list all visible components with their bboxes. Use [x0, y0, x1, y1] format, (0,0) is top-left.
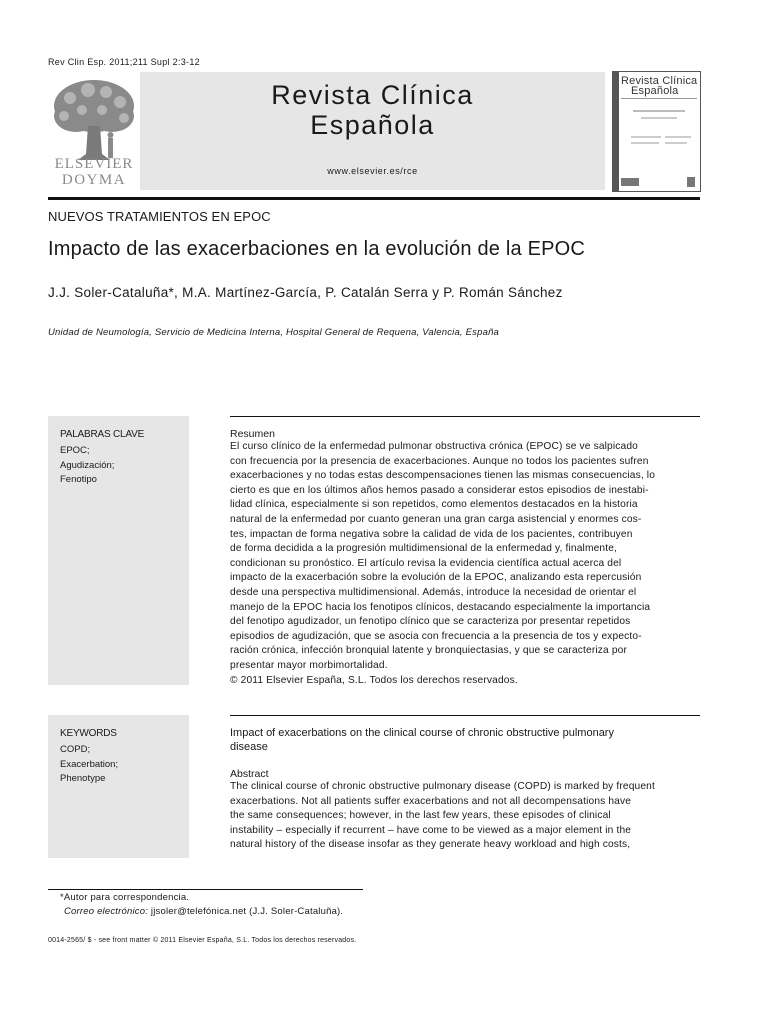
abstract-spanish — [230, 428, 700, 688]
journal-title-line-2: Española — [310, 110, 435, 140]
abstract-label: Resumen — [230, 428, 275, 440]
cover-text-line — [665, 142, 687, 144]
abstract-line: El curso clínico de la enfermedad pulmonar obstructiva crónica (EPOC) se ve salpicado — [230, 441, 638, 452]
abstract-line: The clinical course of chronic obstructive pulmonary disease (COPD) is marked by frequent — [230, 781, 655, 792]
abstract-line: presentar mayor morbimortalidad. — [230, 659, 388, 671]
journal-header-panel — [140, 72, 605, 190]
email-label: Correo electrónico: — [64, 906, 149, 917]
keywords-box-spanish — [48, 416, 189, 685]
section-heading: NUEVOS TRATAMIENTOS EN EPOC — [48, 209, 271, 224]
email-address[interactable]: jjsoler@telefónica.net (J.J. Soler-Cataluña). — [148, 906, 344, 917]
abstract-line: natural de la enfermedad por cuanto generan una gran carga asistencial y enormes cos- — [230, 513, 642, 525]
english-title-line-2: disease — [230, 741, 268, 753]
abstract-line: con frecuencia por la presencia de exacerbaciones. Aunque no todos los pacientes sufren — [230, 455, 649, 467]
cover-text-line — [631, 142, 659, 144]
cover-publisher-logo-icon — [621, 178, 639, 186]
abstract-rule — [230, 715, 700, 716]
header-rule — [48, 197, 700, 200]
abstract-line: condicionan su pronóstico. El artículo revisa la evidencia científica actual acerca del — [230, 557, 622, 569]
cover-title — [621, 76, 697, 96]
cover-rule — [621, 98, 697, 99]
author-affiliation: Unidad de Neumología, Servicio de Medicina Interna, Hospital General de Requena, Valencia, España — [48, 327, 500, 338]
journal-title-line-1: Revista Clínica — [271, 80, 474, 110]
abstract-line: del fenotipo agudizador, un fenotipo clínico que se caracteriza por presentar repetidos — [230, 616, 631, 628]
keywords-label: KEYWORDS — [60, 728, 117, 739]
keyword-item: COPD; — [60, 744, 91, 755]
elsevier-logo — [48, 76, 140, 190]
abstract-label: Abstract — [230, 768, 269, 780]
abstract-line: lidad clínica, especialmente si son repetidos, como elementos destacados en la historia — [230, 499, 638, 511]
abstract-line: instability – especially if recurrent – have come to be viewed as a major element in the — [230, 824, 632, 836]
journal-cover-thumbnail — [612, 71, 701, 192]
cover-barcode-icon — [687, 177, 695, 187]
issn-line: 0014-2565/ $ - see front matter © 2011 Elsevier España, S.L. Todos los derechos reservados. — [48, 937, 357, 944]
article-authors: J.J. Soler-Cataluña*, M.A. Martínez-García, P. Catalán Serra y P. Román Sánchez — [48, 285, 563, 300]
cover-title-line-2: Española — [631, 85, 679, 97]
email-note — [64, 906, 343, 917]
english-title-line-1: Impact of exacerbations on the clinical course of chronic obstructive pulmonary — [230, 727, 614, 739]
abstract-line: manejo de la EPOC hacia los fenotipos clínicos, destacando especialmente la importancia — [230, 601, 651, 613]
cover-text-line — [641, 117, 677, 119]
abstract-rule — [230, 416, 700, 417]
abstract-line: the same consequences; however, in the last few years, these episodes of clinical — [230, 810, 611, 822]
cover-text-line — [631, 136, 661, 138]
keywords-box-english — [48, 715, 189, 858]
abstract-line: episodios de agudización, que se asocia con frecuencia a la presencia de tos y expecto- — [230, 630, 642, 642]
cover-spine — [613, 72, 619, 191]
keyword-item: Phenotype — [60, 773, 106, 784]
copyright-line: © 2011 Elsevier España, S.L. Todos los derechos reservados. — [230, 674, 518, 686]
cover-text-line — [633, 110, 685, 112]
publisher-name: ELSEVIER — [54, 156, 134, 172]
abstract-line: cierto es que en los últimos años hemos pasado a considerar estos episodios de inestabi- — [230, 484, 649, 496]
abstract-line: desde una perspectiva multidimensional. Además, introduce la necesidad de orientar el — [230, 586, 637, 598]
cover-title-line-1: Revista Clínica — [621, 75, 698, 87]
journal-url[interactable]: www.elsevier.es/rce — [327, 166, 418, 176]
keyword-item: Fenotipo — [60, 474, 97, 485]
cover-text-line — [665, 136, 691, 138]
abstract-line: exacerbations. Not all patients suffer exacerbations and not all decompensations have — [230, 795, 632, 807]
keyword-item: Exacerbation; — [60, 758, 119, 770]
keywords-label: PALABRAS CLAVE — [60, 429, 145, 440]
journal-citation: Rev Clin Esp. 2011;211 Supl 2:3-12 — [48, 57, 200, 67]
english-title — [230, 726, 700, 754]
abstract-text — [230, 780, 700, 853]
publisher-imprint: DOYMA — [61, 172, 127, 188]
abstract-line: tes, impactan de forma negativa sobre la calidad de vida de los pacientes, contribuyen — [230, 528, 633, 540]
corresponding-author-note: *Autor para correspondencia. — [60, 892, 190, 903]
abstract-text — [230, 440, 700, 688]
keyword-item: EPOC; — [60, 445, 90, 456]
abstract-line: natural history of the disease insofar as they generate heavy workload and high costs, — [230, 839, 631, 851]
abstract-english — [230, 726, 700, 853]
footnote-rule — [48, 889, 363, 890]
article-title: Impacto de las exacerbaciones en la evolución de la EPOC — [48, 238, 586, 260]
abstract-line: exacerbaciones y no todas estas descompensaciones tienen las mismas consecuencias, lo — [230, 470, 656, 482]
keyword-item: Agudización; — [60, 459, 115, 471]
abstract-line: de forma decidida a la progresión multidimensional de la enfermedad y, finalmente, — [230, 543, 617, 555]
abstract-line: impacto de la exacerbación sobre la evolución de la EPOC, analizando esta repercusión — [230, 572, 642, 584]
journal-title — [140, 80, 605, 140]
abstract-line: ración crónica, infección bronquial latente y bronquiectasias, y que se caracteriza por — [230, 645, 627, 657]
